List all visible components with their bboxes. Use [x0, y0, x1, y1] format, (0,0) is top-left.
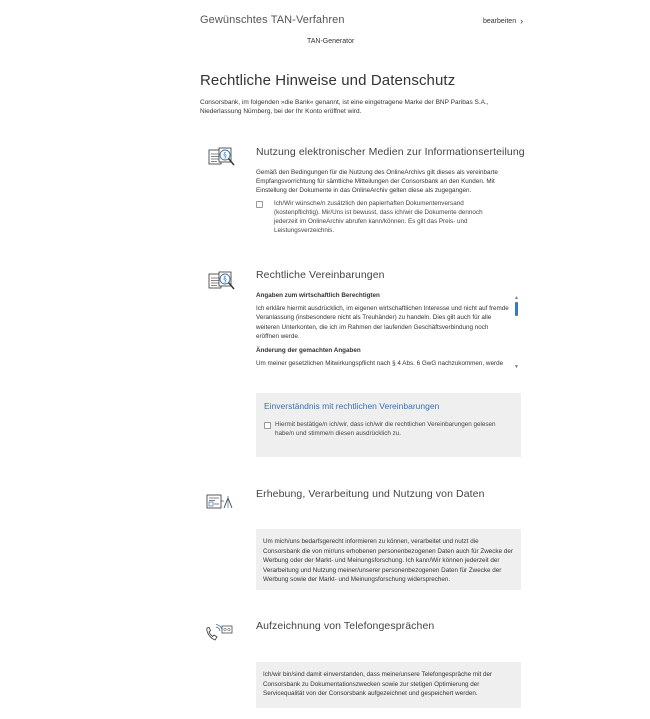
data-section-title: Erhebung, Verarbeitung und Nutzung von Daten	[256, 488, 485, 500]
changes-text: Um meiner gesetzlichen Mitwirkungspflicht nach § 4 Abs. 6 GwG nachzukommen, werde	[256, 360, 504, 368]
document-paragraph-icon	[207, 146, 237, 172]
consent-label: Hiermit bestätige/n ich/wir, dass ich/wir die rechtlichen Vereinbarungen gelesen habe/n und stimme/n diesen ausdrücklich zu.	[275, 421, 496, 437]
scroll-down-icon[interactable]: ▼	[514, 364, 519, 370]
edit-label: bearbeiten	[483, 18, 517, 25]
media-section-title: Nutzung elektronischer Medien zur Informationserteilung	[256, 146, 525, 158]
beneficial-owner-text: Ich erkläre hiermit ausdrücklich, im eigenen wirtschaftlichen Interesse und nicht auf fremde Veranlassung (insbesondere nicht als Treuhänder) zu handeln. Dies gilt auch für alle weiteren Unterkonten, die ich im Rahmen der laufenden Geschäftsverbindung noch eröffnen werde.	[256, 305, 509, 340]
edit-tan-link[interactable]	[483, 15, 523, 25]
data-section-text: Um mich/uns bedarfsgerecht informieren zu können, verarbeitet und nutzt die Consorsbank die von mir/uns erhobenen personenbezogenen Daten auch für Zwecke der Werbung oder der Markt- und Meinungsforschung. Ich kann/Wir können jederzeit der Verarbeitung und Nutzung meiner/unserer personenbezogenen Daten für Zwecke der Werbung sowie der Markt- und Meinungsforschung widersprechen.	[263, 538, 513, 583]
tan-method-value: TAN-Generator	[307, 38, 355, 45]
agreements-section-title: Rechtliche Vereinbarungen	[256, 269, 385, 281]
scroll-up-icon[interactable]: ▲	[514, 295, 519, 301]
phone-section-text: Ich/wir bin/sind damit einverstanden, dass meine/unsere Telefongespräche mit der Consorsbank zu Dokumentationszwecken sowie zur stetigen Optimierung der Servicequalität von der Consorsbank aufgezeichnet und gespeichert werden.	[263, 671, 493, 697]
changes-heading: Änderung der gemachten Angaben	[256, 347, 361, 355]
scrollbar-thumb[interactable]	[515, 302, 518, 316]
agreements-scroll-area[interactable]	[256, 292, 518, 372]
paper-documents-label: Ich/Wir wünsche/n zusätzlich den papierhaften Dokumentenversand (kostenpflichtig). Mir/Uns ist bewusst, dass ich/wir die Dokumente dennoch jederzeit im OnlineArchiv abrufen kann/können. Es gilt das Preis- und Leistungsverzeichnis.	[274, 200, 483, 234]
consent-checkbox[interactable]	[264, 422, 271, 429]
legal-intro: Consorsbank, im folgenden »die Bank« genannt, ist eine eingetragene Marke der BNP Paribas S.A., Niederlassung Nürnberg, bei der Ihr Konto eröffnet wird.	[200, 99, 489, 115]
chevron-right-icon: ›	[520, 16, 524, 26]
phone-recording-icon	[204, 622, 234, 648]
data-chart-icon	[206, 489, 236, 515]
consent-title: Einverständnis mit rechtlichen Vereinbarungen	[264, 401, 440, 411]
agreements-scrollbar[interactable]	[514, 295, 520, 370]
tan-method-title: Gewünschtes TAN-Verfahren	[200, 14, 345, 26]
svg-text:§: §	[223, 151, 227, 160]
svg-text:§: §	[223, 275, 227, 284]
paper-documents-checkbox[interactable]	[256, 201, 263, 208]
phone-section-title: Aufzeichnung von Telefongesprächen	[256, 620, 435, 632]
beneficial-owner-heading: Angaben zum wirtschaftlich Berechtigten	[256, 292, 380, 299]
media-section-text: Gemäß den Bedingungen für die Nutzung des OnlineArchivs gilt dieses als vereinbarte Empfangsvorrichtung für sämtliche Mitteilungen der Consorsbank an den Kunden. Mit Einstellung der Dokumente in das OnlineArchiv gelten diese als zugegangen.	[256, 169, 498, 194]
document-paragraph-icon	[207, 270, 237, 296]
legal-title: Rechtliche Hinweise und Datenschutz	[200, 72, 456, 89]
